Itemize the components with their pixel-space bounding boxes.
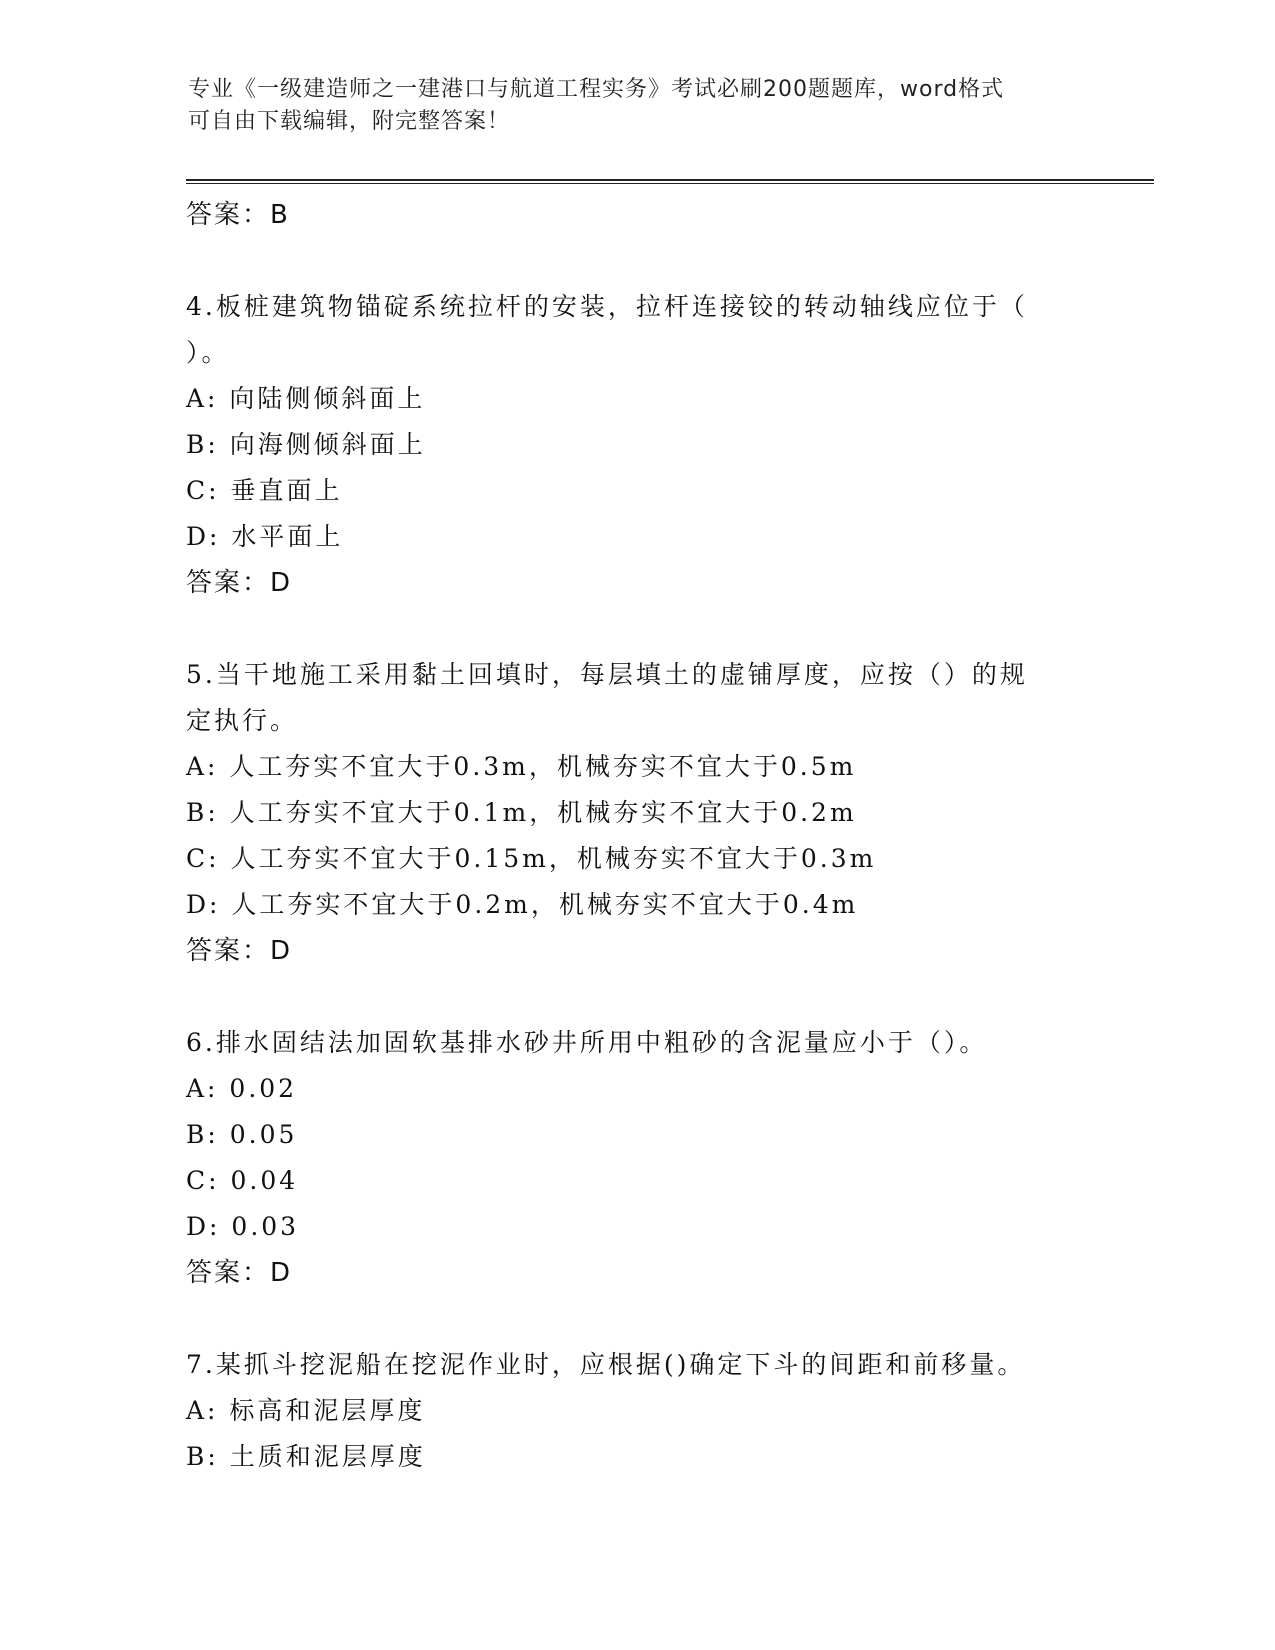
question-stem-cont: 定执行。 [186, 706, 299, 735]
option-d: D: 0.03 [186, 1212, 300, 1241]
document-header [188, 74, 1088, 138]
header-title-line-1: 专业《一级建造师之一建港口与航道工程实务》考试必刷200题题库，word格式 [188, 77, 1005, 102]
option-d: D: 水平面上 [186, 522, 344, 551]
question-stem: 6.排水固结法加固软基排水砂井所用中粗砂的含泥量应小于（）。 [186, 1028, 988, 1057]
option-b: B: 人工夯实不宜大于0.1m，机械夯实不宜大于0.2m [186, 798, 857, 827]
spacer [186, 974, 1086, 1020]
document-body [186, 192, 1086, 1480]
question-stem-cont: ）。 [186, 338, 230, 367]
spacer [186, 238, 1086, 284]
option-c: C: 垂直面上 [186, 476, 343, 505]
question-stem: 7.某抓斗挖泥船在挖泥作业时，应根据()确定下斗的间距和前移量。 [186, 1350, 1026, 1379]
question-6 [186, 1020, 1086, 1296]
option-c: C: 人工夯实不宜大于0.15m，机械夯实不宜大于0.3m [186, 844, 877, 873]
answer-line: 答案：D [186, 568, 293, 598]
option-a: A: 标高和泥层厚度 [186, 1396, 426, 1425]
option-d: D: 人工夯实不宜大于0.2m，机械夯实不宜大于0.4m [186, 890, 859, 919]
answer-line-q3: 答案：B [186, 200, 290, 230]
option-b: B: 0.05 [186, 1120, 298, 1149]
spacer [186, 606, 1086, 652]
question-stem: 4.板桩建筑物锚碇系统拉杆的安装，拉杆连接铰的转动轴线应位于（ [186, 292, 1028, 321]
question-7 [186, 1342, 1086, 1480]
spacer [186, 1296, 1086, 1342]
header-title-line-2: 可自由下载编辑，附完整答案！ [188, 109, 511, 134]
question-stem: 5.当干地施工采用黏土回填时，每层填土的虚铺厚度，应按（）的规 [186, 660, 1028, 689]
option-b: B: 土质和泥层厚度 [186, 1442, 426, 1471]
option-b: B: 向海侧倾斜面上 [186, 430, 426, 459]
answer-line: 答案：D [186, 936, 293, 966]
header-divider-thick [186, 179, 1154, 181]
header-divider-thin [186, 183, 1154, 184]
option-a: A: 0.02 [186, 1074, 298, 1103]
question-4 [186, 284, 1086, 606]
option-a: A: 人工夯实不宜大于0.3m，机械夯实不宜大于0.5m [186, 752, 857, 781]
answer-line: 答案：D [186, 1258, 293, 1288]
option-a: A: 向陆侧倾斜面上 [186, 384, 426, 413]
option-c: C: 0.04 [186, 1166, 299, 1195]
question-5 [186, 652, 1086, 974]
